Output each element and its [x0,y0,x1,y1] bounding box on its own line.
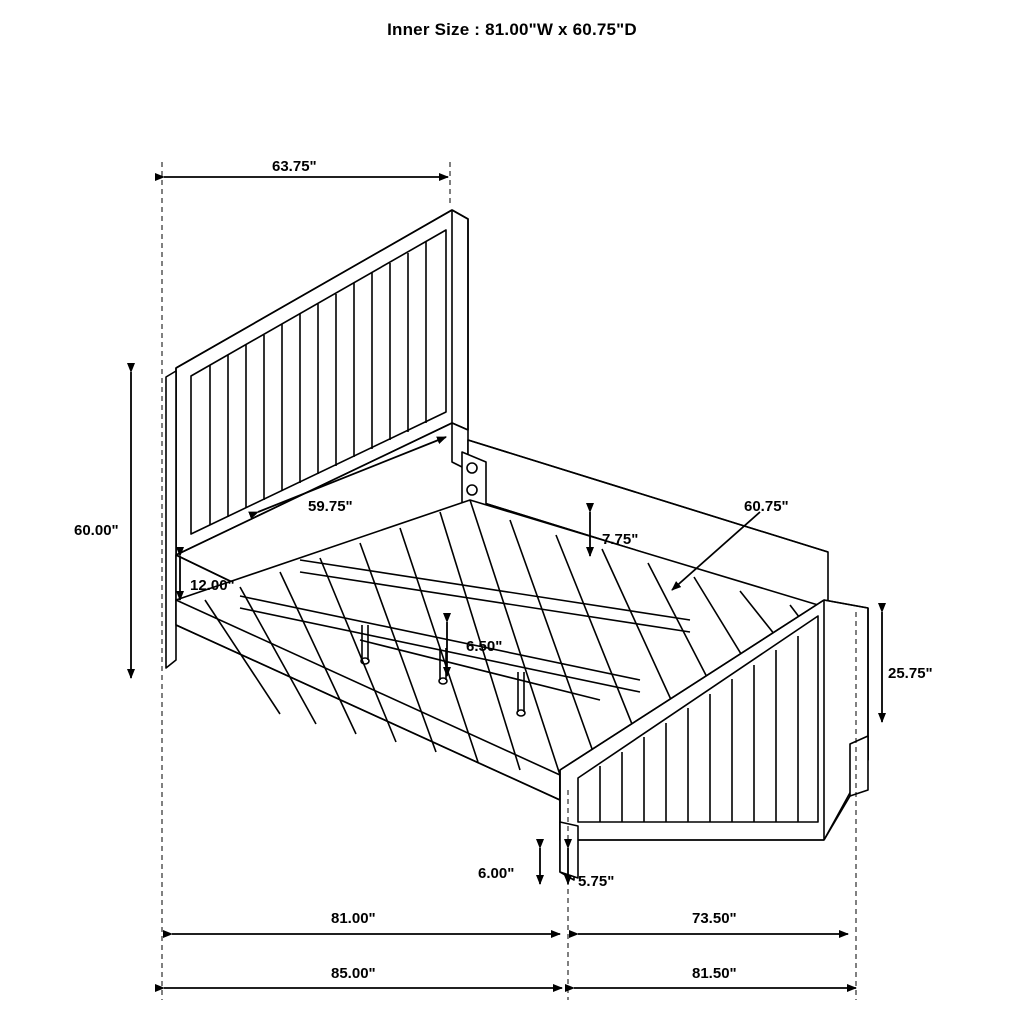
dim-label-footboard-width: 73.50" [692,910,737,927]
dim-label-headboard-panel-width: 59.75" [308,498,353,515]
dim-label-headboard-height: 60.00" [74,522,119,539]
dim-label-overall-width: 81.50" [692,965,737,982]
dim-label-inner-depth: 60.75" [744,498,789,515]
dim-label-footboard-height: 25.75" [888,665,933,682]
dim-label-footboard-clearance: 6.00" [478,865,515,882]
dim-label-foot-leg-height: 5.75" [578,873,615,890]
page-title: Inner Size : 81.00"W x 60.75"D [387,20,637,39]
bed-geometry [166,210,868,880]
dim-label-deck-clearance: 12.00" [190,577,235,594]
dim-label-center-leg-height: 6.50" [466,638,503,655]
dim-label-side-rail-length: 81.00" [331,910,376,927]
dim-label-overall-length: 85.00" [331,965,376,982]
dim-label-rail-height: 7.75" [602,531,639,548]
dim-label-headboard-width: 63.75" [272,158,317,175]
